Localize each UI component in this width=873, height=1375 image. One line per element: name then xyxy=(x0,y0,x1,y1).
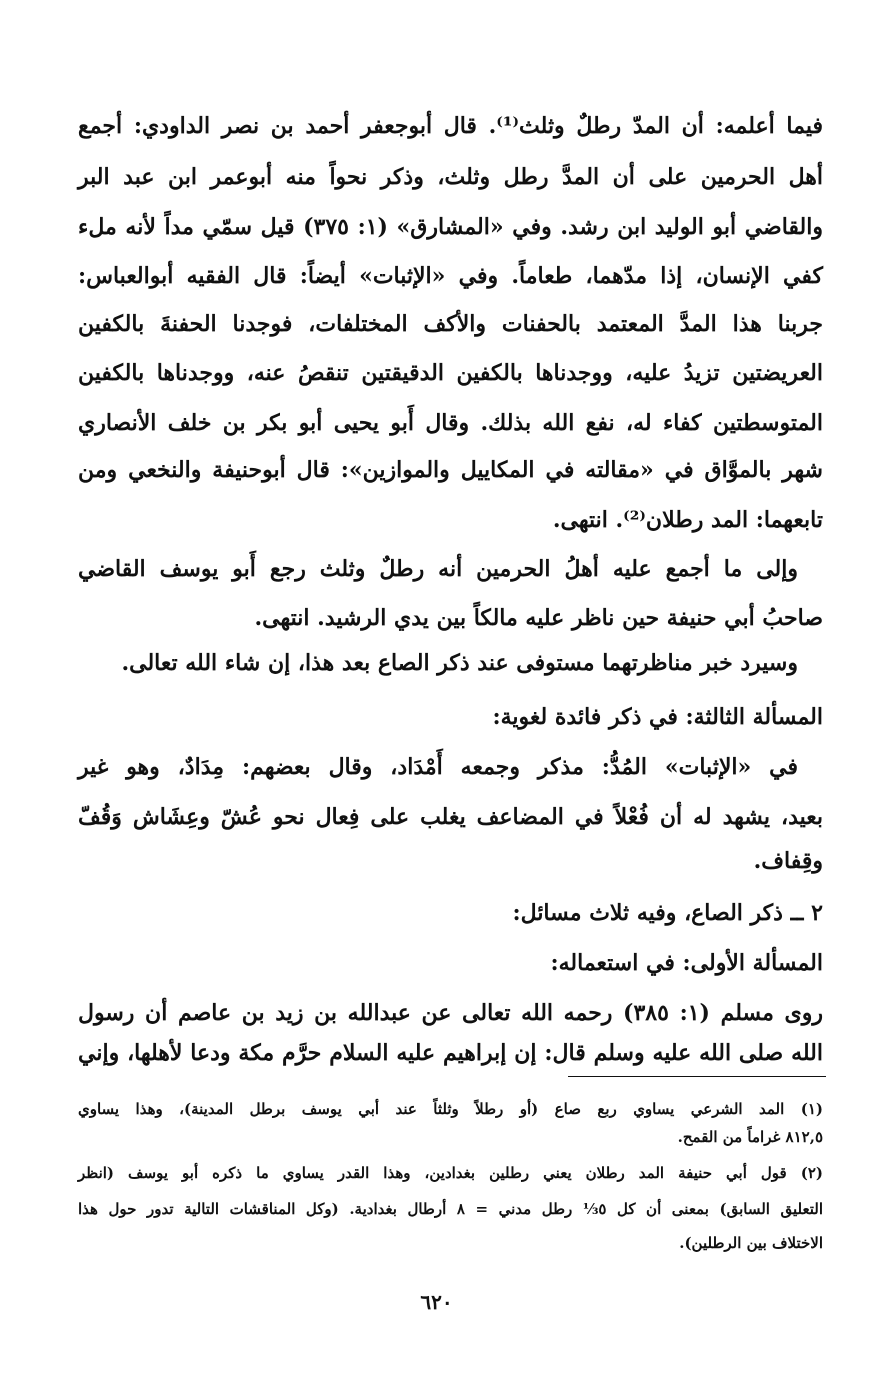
body-line-8: شهر بالموَّاق في «مقالته في المكاييل والموازين»: قال أبوحنيفة والنخعي ومن xyxy=(78,457,823,483)
footnote-line-5: الاختلاف بين الرطلين). xyxy=(679,1234,823,1252)
body-line-6: العريضتين تزيدُ عليه، ووجدناها بالكفين الدقيقتين تنقصُ عنه، ووجدناها بالكفين xyxy=(78,360,823,386)
body-line-11: صاحبُ أبي حنيفة حين ناظر عليه مالكاً بين يدي الرشيد. انتهى. xyxy=(254,605,823,631)
body-line-15: وقِفاف. xyxy=(753,848,823,874)
section-heading-3: المسألة الثالثة: في ذكر فائدة لغوية: xyxy=(492,704,823,730)
body-line-14: بعيد، يشهد له أن فُعْلاً في المضاعف يغلب على فِعال نحو عُشّ وعِشَاش وَقُفّ xyxy=(78,804,823,830)
footnote-line-4: التعليق السابق) بمعنى أن كل ٥⅓ رطل مدني = ٨ أرطال بغدادية. (وكل المناقشات التالية تدور حول هذا xyxy=(78,1200,823,1218)
footnote-line-2: ٨١٢,٥ غراماً من القمح. xyxy=(677,1128,823,1146)
footnote-line-3: (٢) قول أبي حنيفة المد رطلان يعني رطلين بغدادين، وهذا القدر يساوي ما ذكره أبو يوسف (انظر xyxy=(78,1164,823,1182)
body-line-7: المتوسطتين كفاء له، نفع الله بذلك. وقال أَبو يحيى أبو بكر بن خلف الأنصاري xyxy=(78,410,823,436)
body-line-5: جربنا هذا المدَّ المعتمد بالحفنات والأكف المختلفات، فوجدنا الحفنةَ بالكفين xyxy=(78,311,823,337)
body-line-17: الله صلى الله عليه وسلم قال: إن إبراهيم عليه السلام حرَّم مكة ودعا لأهلها، وإني xyxy=(78,1040,823,1066)
body-line-4: كفي الإنسان، إذا مدّهما، طعاماً. وفي «الإثبات» أيضاً: قال الفقيه أبوالعباس: xyxy=(78,263,823,289)
page-number: ٦٢٠ xyxy=(420,1290,453,1314)
body-line-13: في «الإثبات» المُدُّ: مذكر وجمعه أَمْدَاد، وقال بعضهم: مِدَادٌ، وهو غير xyxy=(78,754,798,780)
body-line-1: فيما أعلمه: أن المدّ رطلٌ وثلث⁽¹⁾. قال أبوجعفر أحمد بن نصر الداودي: أجمع xyxy=(78,113,823,139)
subsection-heading-1: المسألة الأولى: في استعماله: xyxy=(550,950,823,976)
body-line-3: والقاضي أبو الوليد ابن رشد. وفي «المشارق» (١: ٣٧٥) قيل سمّي مداً لأنه ملء xyxy=(78,214,824,240)
footnote-line-1: (١) المد الشرعي يساوي ربع صاع (أو رطلاً وثلثاً عند أبي يوسف برطل المدينة)، وهذا يساوي xyxy=(78,1100,823,1118)
body-line-16: روى مسلم (١: ٣٨٥) رحمه الله تعالى عن عبدالله بن زيد بن عاصم أن رسول xyxy=(78,1000,824,1026)
section-heading-sa: ٢ ــ ذكر الصاع، وفيه ثلاث مسائل: xyxy=(512,900,823,926)
body-line-10: وإلى ما أجمع عليه أهلُ الحرمين أنه رطلٌ وثلث رجع أَبو يوسف القاضي xyxy=(78,556,798,582)
body-line-12: وسيرد خبر مناظرتهما مستوفى عند ذكر الصاع بعد هذا، إن شاء الله تعالى. xyxy=(121,650,798,676)
body-line-2: أهل الحرمين على أن المدَّ رطل وثلث، وذكر نحواً منه أبوعمر ابن عبد البر xyxy=(78,164,823,190)
footnote-divider xyxy=(568,1076,826,1077)
body-line-9: تابعهما: المد رطلان⁽²⁾. انتهى. xyxy=(552,507,823,533)
